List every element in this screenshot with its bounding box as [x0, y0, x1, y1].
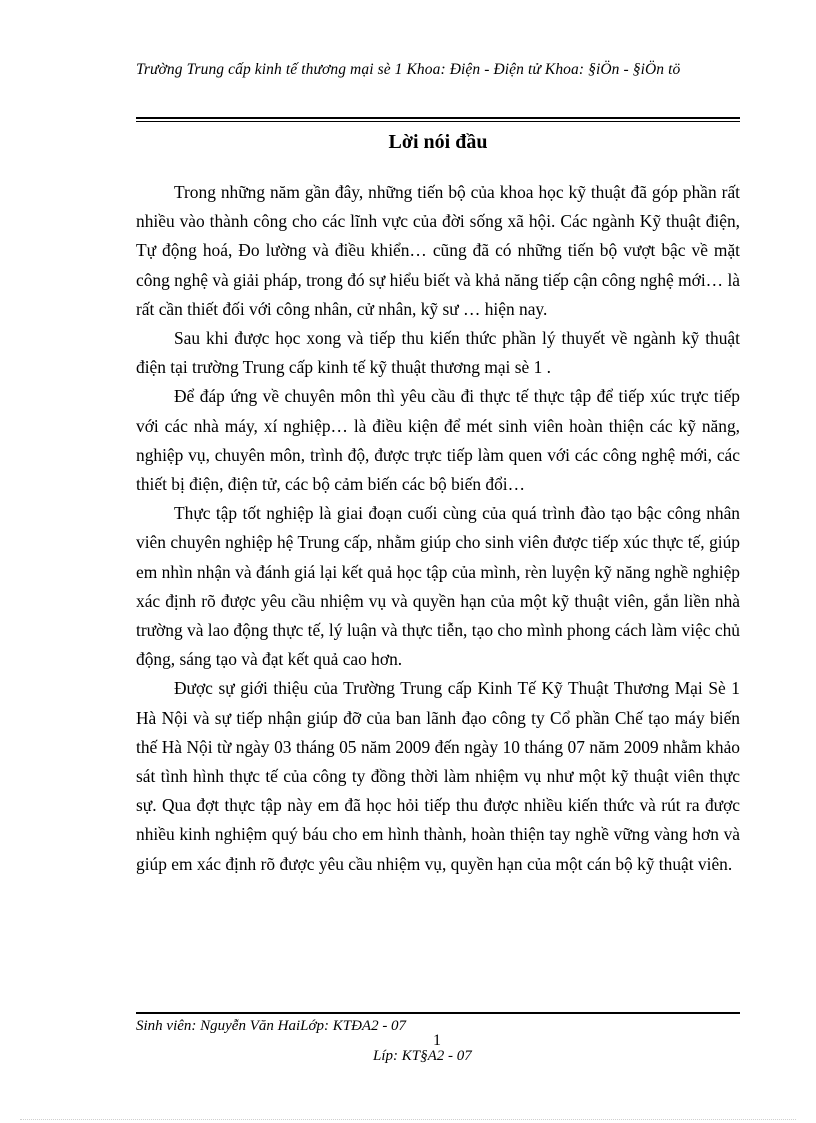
document-body — [136, 178, 740, 879]
paragraph-3: Để đáp ứng về chuyên môn thì yêu cầu đi thực tế thực tập để tiếp xúc trực tiếp với các nhà máy, xí nghiệp… là điều kiện để mét sinh viên hoàn thiện các kỹ năng, nghiệp vụ, chuyên môn, trình độ, được trực tiếp làm quen với các công nghệ mới, các thiết bị điện, điện tử, các bộ cảm biến các bộ biến đổi… — [136, 386, 740, 495]
header-rule-thin — [136, 121, 740, 122]
page-number: 1 — [433, 1032, 441, 1049]
header-rule-thick — [136, 117, 740, 119]
footer-student-info: Sinh viên: Nguyễn Văn HaiLớp: KTĐA2 - 07 — [136, 1018, 407, 1034]
page-title: Lời nói đầu — [388, 131, 488, 153]
footer-rule — [136, 1012, 740, 1014]
paragraph-5: Được sự giới thiệu của Trường Trung cấp Kinh Tế Kỹ Thuật Thương Mại Sè 1 Hà Nội và sự tiếp nhận giúp đỡ của ban lãnh đạo công ty Cổ phần Chế tạo máy biến thế Hà Nội từ ngày 03 tháng 05 năm 2009 đến ngày 10 tháng 07 năm 2009 nhằm khảo sát tình hình thực tế của công ty đồng thời làm nhiệm vụ như một kỹ thuật viên thực sự. Qua đợt thực tập này em đã học hỏi tiếp thu được nhiều kiến thức và rút ra được nhiều kinh nghiệm quý báu cho em hình thành, hoàn thiện tay nghề vững vàng hơn và giúp em xác định rõ được yêu cầu nhiệm vụ, quyền hạn của một cán bộ kỹ thuật viên. — [136, 678, 740, 874]
paragraph-4: Thực tập tốt nghiệp là giai đoạn cuối cùng của quá trình đào tạo bậc công nhân viên chuyên nghiệp hệ Trung cấp, nhằm giúp cho sinh viên được tiếp xúc thực tế, giúp em nhìn nhận và đánh giá lại kết quả học tập của mình, rèn luyện kỹ năng nghề nghiệp xác định rõ được yêu cầu nhiệm vụ và quyền hạn của một kỹ thuật viên, gắn liền nhà trường và lao động thực tế, lý luận và thực tiễn, tạo cho mình phong cách làm việc chủ động, sáng tạo và đạt kết quả cao hơn. — [136, 503, 740, 670]
paragraph-2: Sau khi được học xong và tiếp thu kiến thức phần lý thuyết về ngành kỹ thuật điện tại trường Trung cấp kinh tế kỹ thuật thương mại sè 1 . — [136, 328, 740, 378]
page-header: Trường Trung cấp kinh tế thương mại sè 1 Khoa: Điện - Điện tử Khoa: §iÖn - §iÖn tö — [136, 61, 681, 78]
paragraph-1: Trong những năm gần đây, những tiến bộ của khoa học kỹ thuật đã góp phần rất nhiều vào thành công cho các lĩnh vực của đời sống xã hội. Các ngành Kỹ thuật điện, Tự động hoá, Đo lường và điều khiển… cũng đã có những tiến bộ vượt bậc về mặt công nghệ và giải pháp, trong đó sự hiểu biết và khả năng tiếp cận công nghệ mới… là rất cần thiết đối với công nhân, cử nhân, kỹ sư … hiện nay. — [136, 182, 740, 319]
page-bottom-divider — [20, 1119, 796, 1120]
footer-class-info: Líp: KT§A2 - 07 — [373, 1048, 472, 1064]
